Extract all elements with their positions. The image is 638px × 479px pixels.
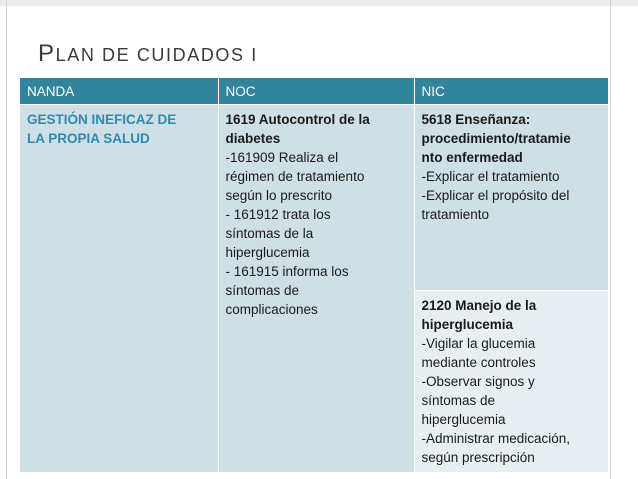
nanda-diagnosis-line: LA PROPIA SALUD — [27, 131, 150, 146]
noc-title-line: 1619 Autocontrol de la — [225, 112, 370, 127]
nic-title-line: nto enfermedad — [421, 150, 523, 165]
nic-activity-line: hiperglucemia — [421, 412, 506, 427]
nic-activity-line: síntomas de — [421, 393, 496, 408]
noc-indicator-line: -161909 Realiza el — [225, 150, 339, 165]
care-plan-table — [20, 78, 609, 472]
nic-activity-line: -Explicar el tratamiento — [421, 169, 560, 184]
noc-indicator-line: complicaciones — [225, 302, 318, 317]
left-frame-line — [6, 0, 7, 479]
nic-activity-line: -Administrar medicación, — [421, 431, 571, 446]
nic-activity-line: -Vigilar la glucemia — [421, 336, 536, 351]
nic-title-line: 2120 Manejo de la — [421, 298, 537, 313]
nanda-diagnosis-line: GESTIÓN INEFICAZ DE — [27, 112, 177, 127]
nic-title-line: procedimiento/tratamie — [421, 131, 571, 146]
top-border — [0, 0, 638, 6]
noc-indicator-line: según lo prescrito — [225, 188, 333, 203]
slide-title: PLAN DE CUIDADOS I — [38, 40, 258, 67]
noc-indicator-line: - 161912 trata los — [225, 207, 331, 222]
nic-activity-line: tratamiento — [421, 207, 490, 222]
nic-title-line: 5618 Enseñanza: — [421, 112, 531, 127]
nic-title-line: hiperglucemia — [421, 317, 514, 332]
header-nanda: NANDA — [20, 78, 218, 105]
nic-activity-line: -Observar signos y — [421, 374, 535, 389]
noc-indicator-line: síntomas de la — [225, 226, 314, 241]
noc-indicator-line: - 161915 informa los — [225, 264, 349, 279]
header-nic: NIC — [414, 78, 608, 105]
noc-indicator-line: régimen de tratamiento — [225, 169, 365, 184]
nic-activity-line: -Explicar el propósito del — [421, 188, 570, 203]
noc-indicator-line: hiperglucemia — [225, 245, 310, 260]
noc-cell — [218, 105, 414, 473]
nic-cell-teaching — [414, 105, 608, 291]
noc-indicator-line: síntomas de — [225, 283, 300, 298]
nic-cell-hyperglycemia — [414, 291, 608, 473]
header-row — [20, 78, 608, 105]
header-noc: NOC — [218, 78, 414, 105]
nic-activity-line: según prescripción — [421, 450, 535, 465]
nanda-cell — [20, 105, 218, 473]
noc-title-line: diabetes — [225, 131, 281, 146]
table-row — [20, 105, 608, 291]
right-frame-line — [610, 0, 611, 479]
nic-activity-line: mediante controles — [421, 355, 536, 370]
